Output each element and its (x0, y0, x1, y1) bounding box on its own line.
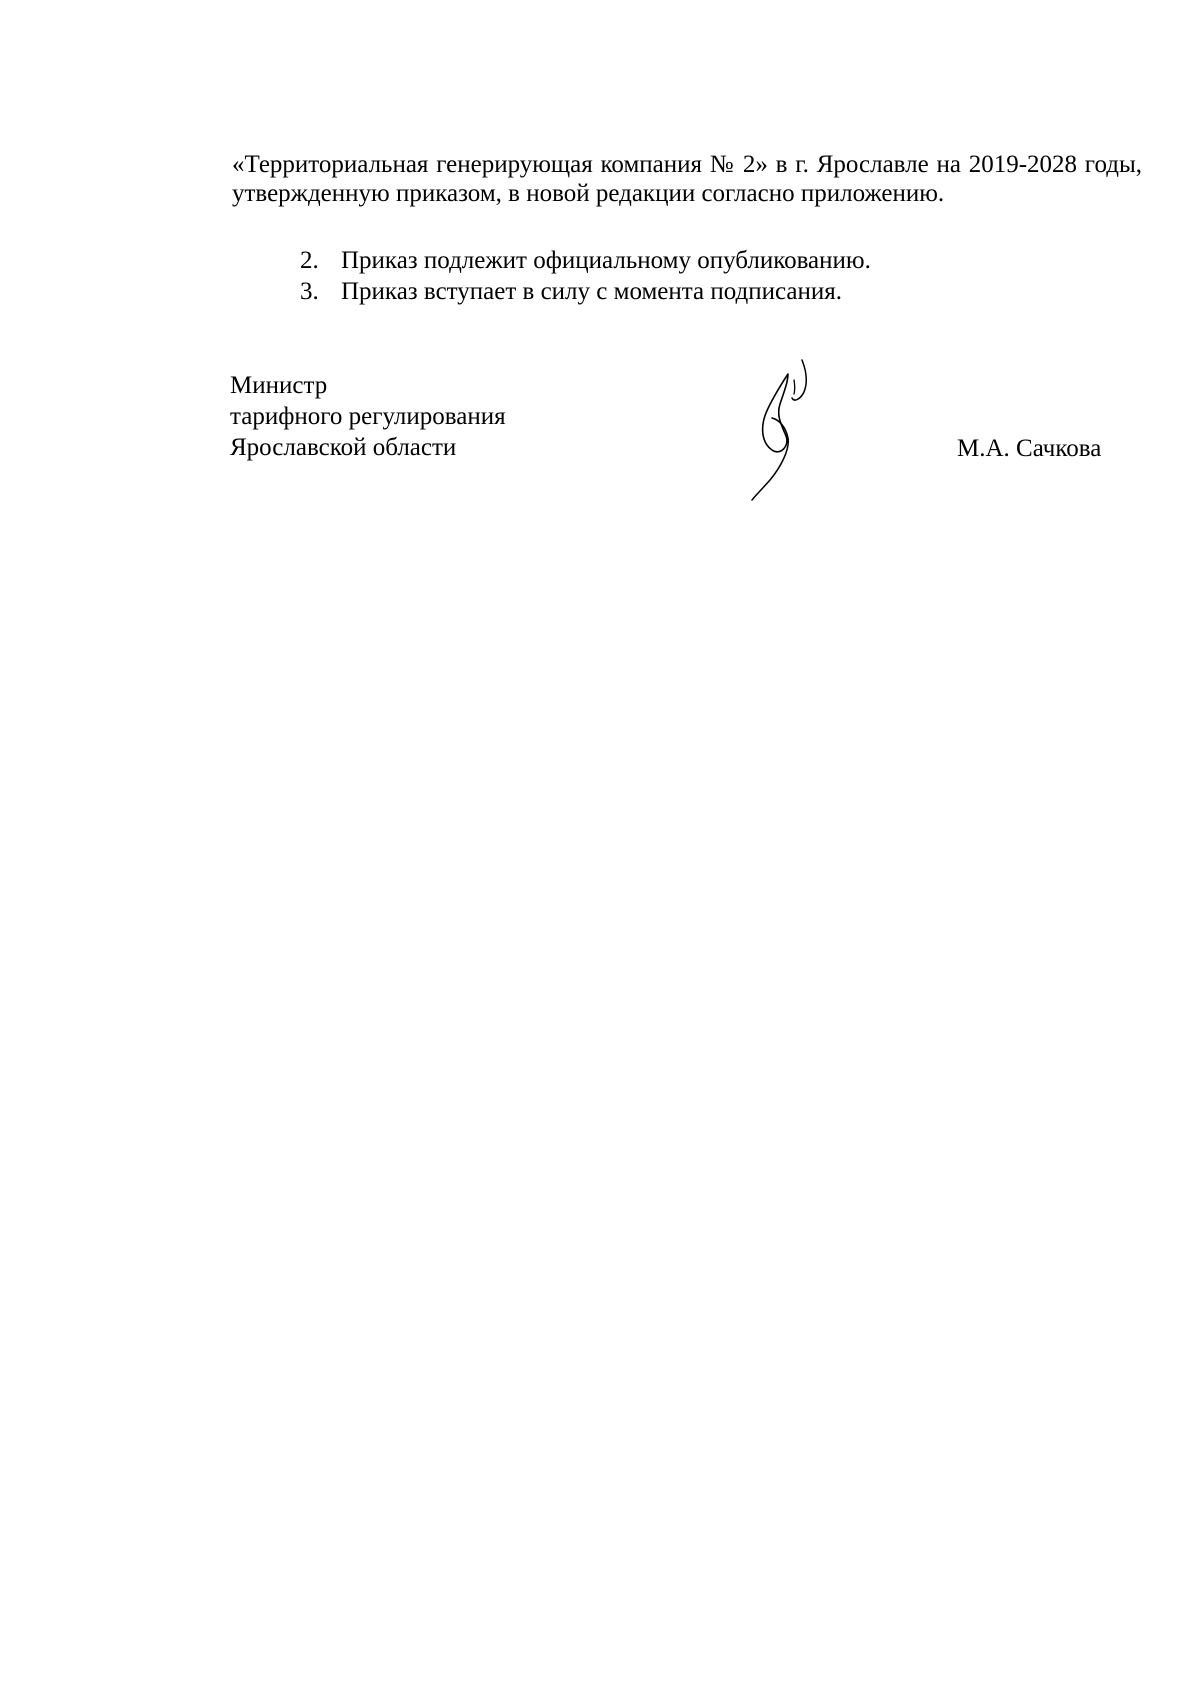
signatory-position-line-2: тарифного регулирования (230, 403, 506, 430)
list-item-number: 2. (300, 247, 319, 274)
signatory-position: Министр (230, 372, 328, 399)
handwritten-signature (750, 358, 850, 503)
list-item (300, 246, 871, 276)
signatory-position-line-3: Ярославской области (230, 434, 457, 461)
list-item (300, 277, 842, 307)
signatory-name: М.А. Сачкова (957, 435, 1102, 462)
paragraph-continuation: «Территориальная генерирующая компания № 2» в г. Ярославле на 2019-2028 годы, утвержденную приказом, в новой редакции согласно приложению. (232, 151, 1142, 207)
list-item-number: 3. (300, 278, 319, 305)
list-item-text: Приказ подлежит официальному опубликованию. (341, 247, 871, 274)
list-item-text: Приказ вступает в силу с момента подписания. (341, 278, 842, 305)
